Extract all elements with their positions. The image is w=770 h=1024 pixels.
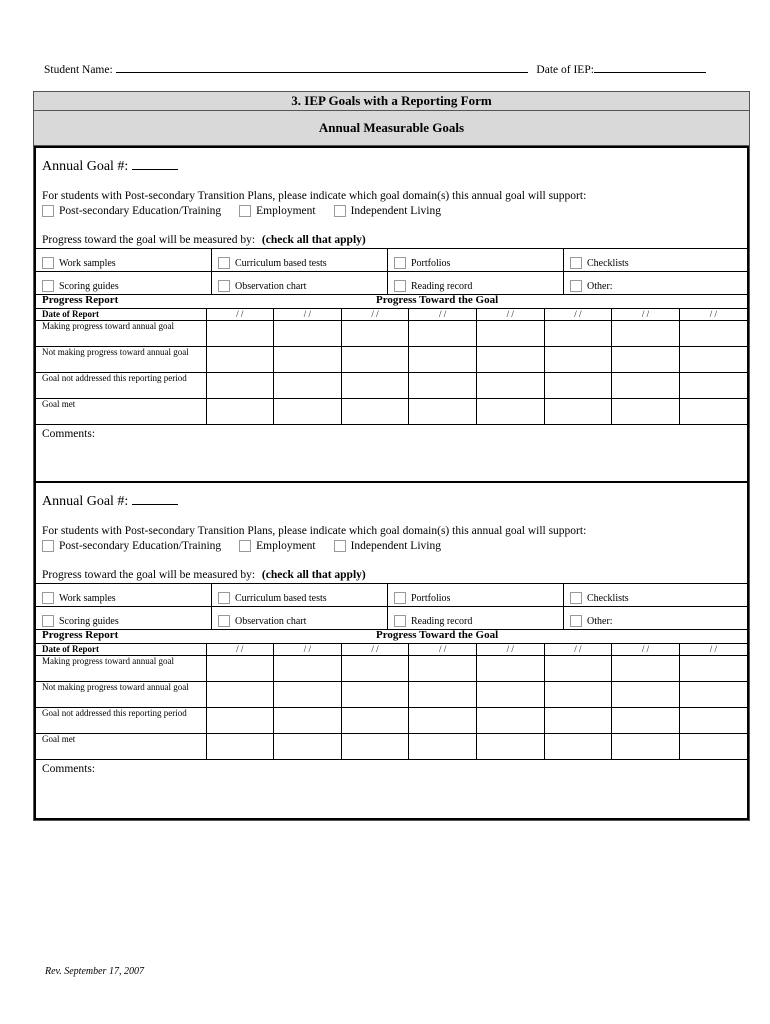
progress-cell[interactable] [679, 682, 747, 708]
methods-row [36, 584, 747, 607]
comments-label: Comments: [42, 763, 96, 775]
progress-cell[interactable] [544, 399, 612, 425]
progress-cell[interactable] [612, 347, 680, 373]
table-row [36, 734, 747, 760]
method-option[interactable] [564, 607, 747, 629]
progress-cell[interactable] [477, 734, 545, 760]
domain-option[interactable] [334, 205, 441, 217]
goal-domains [42, 540, 459, 552]
progress-cell[interactable] [206, 656, 274, 682]
date-cell[interactable]: / / [274, 309, 342, 321]
method-label: Work samples [59, 592, 116, 604]
progress-cell[interactable] [477, 373, 545, 399]
checkbox[interactable] [42, 615, 54, 627]
progress-cell[interactable] [206, 682, 274, 708]
date-of-report-label: Date of Report [36, 644, 206, 656]
progress-cell[interactable] [477, 682, 545, 708]
methods-row [36, 272, 747, 295]
progress-header [36, 293, 747, 307]
progress-cell[interactable] [274, 321, 342, 347]
checkbox[interactable] [334, 540, 346, 552]
checkbox[interactable] [42, 592, 54, 604]
transition-intro: For students with Post-secondary Transition Plans, please indicate which goal domain(s) this annual goal will support: [42, 190, 587, 202]
checkbox[interactable] [218, 257, 230, 269]
status-label: Goal met [36, 734, 206, 760]
status-label: Goal not addressed this reporting period [36, 708, 206, 734]
domain-option[interactable] [334, 540, 441, 552]
checkbox[interactable] [239, 205, 251, 217]
date-cell[interactable]: / / [206, 644, 274, 656]
progress-table [36, 308, 747, 425]
checkbox[interactable] [42, 257, 54, 269]
method-label: Observation chart [235, 280, 307, 292]
transition-intro: For students with Post-secondary Transition Plans, please indicate which goal domain(s) this annual goal will support: [42, 525, 587, 537]
status-label: Goal met [36, 399, 206, 425]
annual-goal-section [34, 483, 749, 820]
method-label: Scoring guides [59, 615, 119, 627]
progress-cell[interactable] [206, 708, 274, 734]
date-cell[interactable]: / / [409, 309, 477, 321]
progress-cell[interactable] [274, 347, 342, 373]
checkbox[interactable] [218, 592, 230, 604]
method-option[interactable] [388, 584, 564, 606]
checkbox[interactable] [218, 615, 230, 627]
date-of-iep-label: Date of IEP: [536, 64, 594, 76]
student-name-field[interactable] [116, 62, 528, 73]
method-label: Checklists [587, 592, 629, 604]
progress-cell[interactable] [544, 682, 612, 708]
goal-number [42, 157, 178, 175]
form-title: 3. IEP Goals with a Reporting Form [34, 92, 749, 111]
method-label: Curriculum based tests [235, 257, 327, 269]
progress-cell[interactable] [612, 373, 680, 399]
domain-label: Post-secondary Education/Training [59, 205, 222, 217]
method-option[interactable] [36, 584, 212, 606]
method-label: Portfolios [411, 592, 451, 604]
progress-cell[interactable] [679, 347, 747, 373]
method-option[interactable] [212, 272, 388, 294]
method-label: Scoring guides [59, 280, 119, 292]
method-option[interactable] [564, 584, 747, 606]
date-cell[interactable]: / / [274, 644, 342, 656]
method-option[interactable] [36, 272, 212, 294]
progress-cell[interactable] [612, 656, 680, 682]
checkbox[interactable] [42, 280, 54, 292]
method-option[interactable] [564, 272, 747, 294]
progress-cell[interactable] [206, 373, 274, 399]
domain-option[interactable] [42, 540, 221, 552]
progress-cell[interactable] [341, 708, 409, 734]
date-cell[interactable]: / / [679, 309, 747, 321]
goal-number-label: Annual Goal #: [42, 159, 129, 174]
table-row [36, 656, 747, 682]
form-subtitle: Annual Measurable Goals [34, 111, 749, 146]
table-row [36, 373, 747, 399]
checkbox[interactable] [239, 540, 251, 552]
date-cell[interactable]: / / [679, 644, 747, 656]
goal-domains [42, 205, 459, 217]
progress-cell[interactable] [274, 734, 342, 760]
table-row [36, 644, 747, 656]
progress-cell[interactable] [274, 682, 342, 708]
date-cell[interactable]: / / [206, 309, 274, 321]
progress-cell[interactable] [341, 734, 409, 760]
checkbox[interactable] [570, 615, 582, 627]
progress-header [36, 628, 747, 642]
method-label: Portfolios [411, 257, 451, 269]
methods-row [36, 607, 747, 630]
progress-cell[interactable] [477, 708, 545, 734]
date-cell[interactable]: / / [612, 309, 680, 321]
progress-cell[interactable] [341, 399, 409, 425]
table-row [36, 321, 747, 347]
method-option[interactable] [36, 249, 212, 271]
goals-container [34, 146, 749, 820]
progress-cell[interactable] [477, 656, 545, 682]
progress-cell[interactable] [206, 321, 274, 347]
progress-cell[interactable] [341, 682, 409, 708]
header-line [44, 62, 724, 76]
progress-report-label: Progress Report [42, 294, 119, 306]
checkbox[interactable] [394, 257, 406, 269]
method-label: Reading record [411, 280, 473, 292]
progress-cell[interactable] [544, 708, 612, 734]
iep-form [33, 91, 750, 821]
method-option[interactable] [36, 607, 212, 629]
progress-cell[interactable] [544, 656, 612, 682]
progress-cell[interactable] [679, 321, 747, 347]
status-label: Not making progress toward annual goal [36, 682, 206, 708]
measured-label: Progress toward the goal will be measured by: [42, 234, 256, 246]
annual-goal-section [34, 146, 749, 483]
progress-cell[interactable] [409, 321, 477, 347]
goal-number-field[interactable] [132, 492, 178, 505]
measured-hint: (check all that apply) [261, 569, 366, 581]
progress-cell[interactable] [477, 399, 545, 425]
progress-cell[interactable] [612, 708, 680, 734]
progress-cell[interactable] [409, 708, 477, 734]
methods-row [36, 249, 747, 272]
table-row [36, 708, 747, 734]
progress-cell[interactable] [612, 734, 680, 760]
method-option[interactable] [388, 249, 564, 271]
method-option[interactable] [212, 607, 388, 629]
progress-cell[interactable] [477, 321, 545, 347]
progress-cell[interactable] [679, 734, 747, 760]
domain-label: Employment [256, 205, 316, 217]
progress-cell[interactable] [409, 373, 477, 399]
domain-label: Independent Living [350, 540, 441, 552]
progress-cell[interactable] [409, 347, 477, 373]
progress-cell[interactable] [409, 656, 477, 682]
progress-cell[interactable] [409, 399, 477, 425]
progress-toward-label: Progress Toward the Goal [376, 294, 499, 306]
progress-cell[interactable] [612, 682, 680, 708]
measurement-methods [36, 583, 747, 630]
table-row [36, 309, 747, 321]
progress-cell[interactable] [274, 373, 342, 399]
progress-cell[interactable] [544, 347, 612, 373]
progress-cell[interactable] [409, 682, 477, 708]
domain-option[interactable] [239, 205, 315, 217]
progress-cell[interactable] [679, 656, 747, 682]
domain-label: Employment [256, 540, 316, 552]
method-label: Observation chart [235, 615, 307, 627]
progress-cell[interactable] [612, 399, 680, 425]
comments-label: Comments: [42, 428, 96, 440]
progress-report-label: Progress Report [42, 629, 119, 641]
measured-by [42, 234, 366, 246]
method-label: Reading record [411, 615, 473, 627]
progress-cell[interactable] [544, 321, 612, 347]
progress-cell[interactable] [679, 373, 747, 399]
progress-cell[interactable] [206, 734, 274, 760]
date-cell[interactable]: / / [544, 309, 612, 321]
date-cell[interactable]: / / [409, 644, 477, 656]
progress-cell[interactable] [341, 321, 409, 347]
goal-number-label: Annual Goal #: [42, 494, 129, 509]
method-label: Checklists [587, 257, 629, 269]
method-option[interactable] [212, 584, 388, 606]
method-label: Other: [587, 615, 613, 627]
checkbox[interactable] [394, 280, 406, 292]
progress-cell[interactable] [274, 708, 342, 734]
progress-cell[interactable] [544, 734, 612, 760]
method-option[interactable] [212, 249, 388, 271]
progress-cell[interactable] [544, 373, 612, 399]
date-cell[interactable]: / / [477, 644, 545, 656]
date-cell[interactable]: / / [612, 644, 680, 656]
checkbox[interactable] [570, 280, 582, 292]
checkbox[interactable] [570, 592, 582, 604]
progress-cell[interactable] [206, 399, 274, 425]
table-row [36, 347, 747, 373]
checkbox[interactable] [570, 257, 582, 269]
progress-cell[interactable] [206, 347, 274, 373]
table-row [36, 682, 747, 708]
progress-cell[interactable] [341, 656, 409, 682]
progress-cell[interactable] [341, 347, 409, 373]
measured-hint: (check all that apply) [261, 234, 366, 246]
method-option[interactable] [388, 272, 564, 294]
status-label: Not making progress toward annual goal [36, 347, 206, 373]
progress-table [36, 643, 747, 760]
method-option[interactable] [564, 249, 747, 271]
checkbox[interactable] [334, 205, 346, 217]
domain-label: Post-secondary Education/Training [59, 540, 222, 552]
date-cell[interactable]: / / [477, 309, 545, 321]
table-row [36, 399, 747, 425]
domain-option[interactable] [239, 540, 315, 552]
progress-cell[interactable] [679, 708, 747, 734]
progress-cell[interactable] [274, 656, 342, 682]
goal-number [42, 492, 178, 510]
progress-cell[interactable] [341, 373, 409, 399]
progress-cell[interactable] [477, 347, 545, 373]
progress-cell[interactable] [612, 321, 680, 347]
status-label: Goal not addressed this reporting period [36, 373, 206, 399]
checkbox[interactable] [42, 540, 54, 552]
date-of-iep-field[interactable] [594, 62, 706, 73]
measurement-methods [36, 248, 747, 295]
date-of-report-label: Date of Report [36, 309, 206, 321]
domain-option[interactable] [42, 205, 221, 217]
domain-label: Independent Living [350, 205, 441, 217]
status-label: Making progress toward annual goal [36, 321, 206, 347]
student-name-label: Student Name: [44, 64, 113, 76]
status-label: Making progress toward annual goal [36, 656, 206, 682]
checkbox[interactable] [394, 615, 406, 627]
progress-cell[interactable] [679, 399, 747, 425]
progress-cell[interactable] [409, 734, 477, 760]
method-label: Other: [587, 280, 613, 292]
revision-note: Rev. September 17, 2007 [45, 966, 144, 977]
method-label: Work samples [59, 257, 116, 269]
checkbox[interactable] [218, 280, 230, 292]
measured-label: Progress toward the goal will be measured by: [42, 569, 256, 581]
checkbox[interactable] [42, 205, 54, 217]
date-cell[interactable]: / / [341, 309, 409, 321]
progress-toward-label: Progress Toward the Goal [376, 629, 499, 641]
method-option[interactable] [388, 607, 564, 629]
goal-number-field[interactable] [132, 157, 178, 170]
measured-by [42, 569, 366, 581]
method-label: Curriculum based tests [235, 592, 327, 604]
progress-cell[interactable] [274, 399, 342, 425]
date-cell[interactable]: / / [341, 644, 409, 656]
date-cell[interactable]: / / [544, 644, 612, 656]
checkbox[interactable] [394, 592, 406, 604]
